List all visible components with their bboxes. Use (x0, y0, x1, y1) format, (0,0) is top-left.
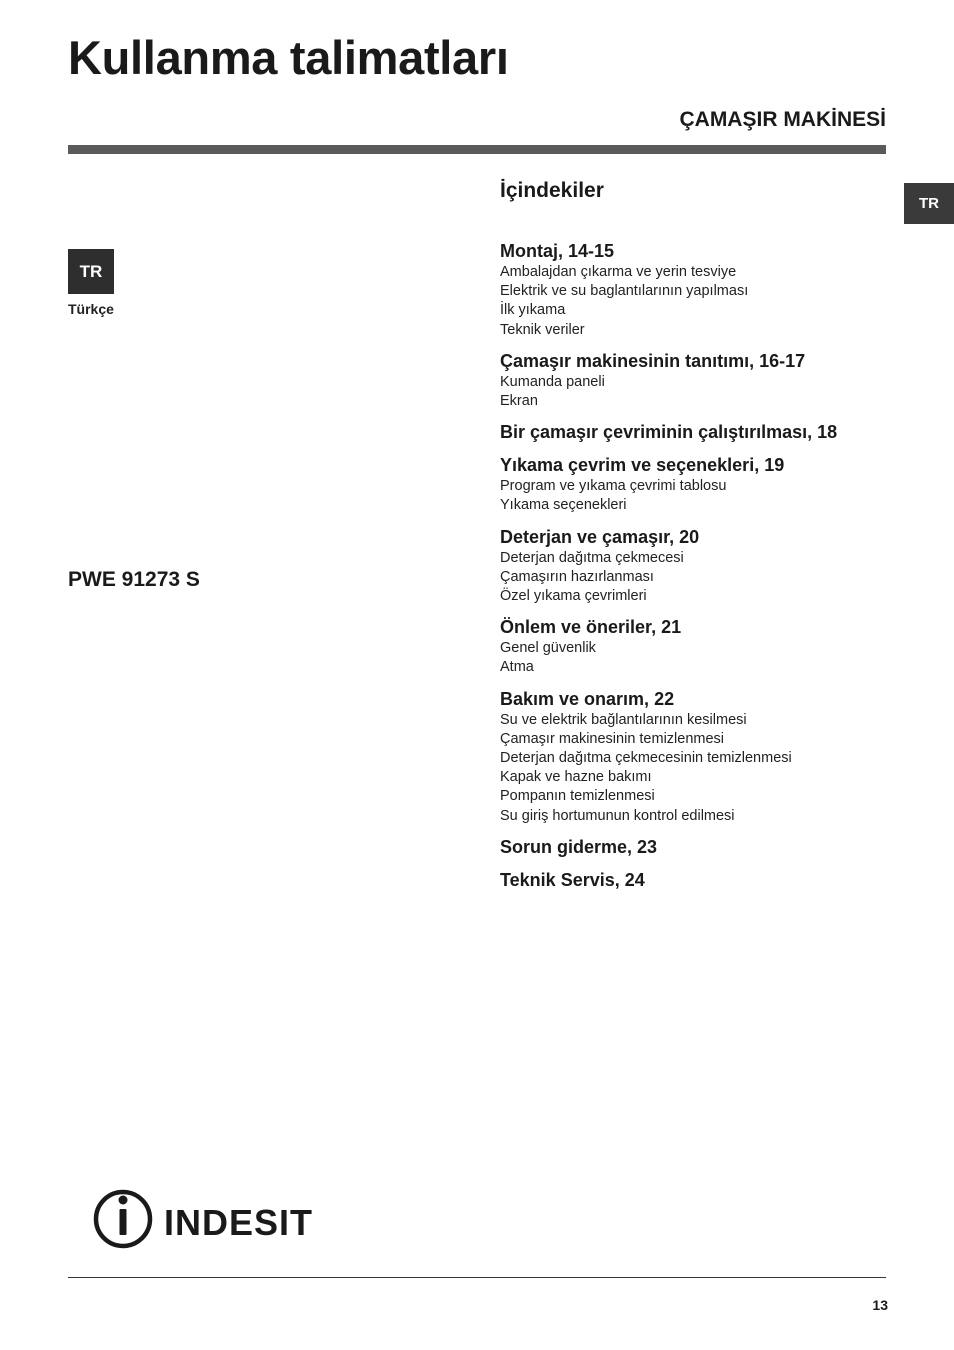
toc-section (500, 687, 900, 826)
toc-item: Çamaşır makinesinin temizlenmesi (500, 730, 725, 747)
toc-section (500, 453, 900, 515)
toc-section-title: Çamaşır makinesinin tanıtımı, 16-17 (500, 350, 806, 371)
toc-section-title: Yıkama çevrim ve seçenekleri, 19 (500, 455, 785, 476)
language-side-tab: TR (904, 183, 954, 224)
toc-section-title: Önlem ve öneriler, 21 (500, 617, 682, 638)
toc-item: Yıkama seçenekleri (500, 497, 627, 514)
language-badge: TR (68, 249, 114, 294)
toc-item: Ekran (500, 393, 538, 410)
header-divider (68, 145, 886, 154)
page-number: 13 (872, 1297, 888, 1313)
toc-item: Program ve yıkama çevrimi tablosu (500, 478, 727, 495)
toc-item: Kapak ve hazne bakımı (500, 769, 652, 786)
toc-item: Çamaşırın hazırlanması (500, 568, 654, 585)
toc-section-title: Montaj, 14-15 (500, 241, 615, 261)
toc-section (500, 420, 900, 444)
toc-section (500, 868, 900, 892)
brand-logo (92, 1187, 324, 1251)
model-number: PWE 91273 S (68, 568, 200, 591)
toc-item: Genel güvenlik (500, 640, 596, 657)
page-title: Kullanma talimatları (68, 31, 509, 84)
indesit-logo-icon (92, 1187, 324, 1251)
toc-item: Özel yıkama çevrimleri (500, 588, 647, 605)
toc-item: Deterjan dağıtma çekmecesinin temizlenmesi (500, 750, 792, 767)
toc-section-title: Sorun giderme, 23 (500, 836, 658, 857)
toc-section (500, 835, 900, 859)
toc-section-title: Bir çamaşır çevriminin çalıştırılması, 18 (500, 422, 838, 443)
toc-section (500, 349, 900, 411)
toc-heading: İçindekiler (500, 179, 604, 202)
table-of-contents (500, 239, 900, 901)
toc-section (500, 615, 900, 677)
toc-item: Kumanda paneli (500, 373, 605, 390)
toc-item: Atma (500, 659, 534, 676)
toc-section-title: Bakım ve onarım, 22 (500, 688, 675, 709)
toc-section (500, 239, 900, 340)
footer-divider (68, 1277, 886, 1278)
toc-item: Teknik veriler (500, 321, 585, 338)
logo-wordmark: INDESIT (164, 1202, 314, 1243)
toc-section-title: Deterjan ve çamaşır, 20 (500, 526, 700, 547)
toc-item: İlk yıkama (500, 302, 566, 319)
toc-item: Su ve elektrik bağlantılarının kesilmesi (500, 711, 747, 728)
toc-item: Deterjan dağıtma çekmecesi (500, 549, 684, 566)
toc-item: Su giriş hortumunun kontrol edilmesi (500, 807, 735, 824)
toc-section (500, 525, 900, 607)
toc-item: Elektrik ve su baglantılarının yapılması (500, 283, 749, 300)
toc-section-title: Teknik Servis, 24 (500, 869, 645, 890)
toc-item: Pompanın temizlenmesi (500, 788, 655, 805)
toc-item: Ambalajdan çıkarma ve yerin tesviye (500, 264, 737, 280)
language-name: Türkçe (68, 301, 114, 317)
product-type: ÇAMAŞIR MAKİNESİ (679, 108, 886, 131)
